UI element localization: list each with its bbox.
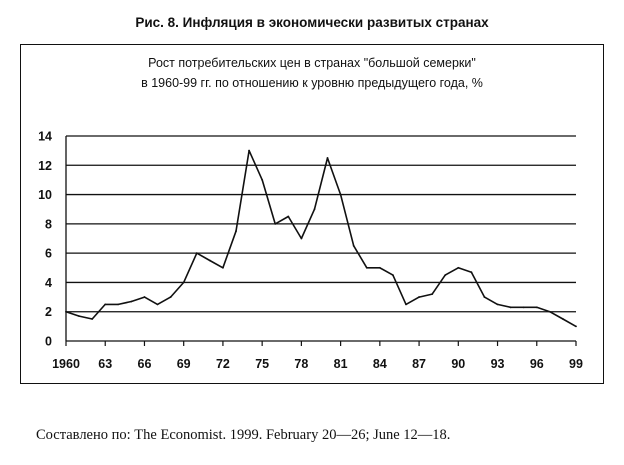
- x-tick-label: 81: [333, 357, 348, 371]
- data-point-1975: [261, 179, 263, 181]
- y-tick-label: 6: [45, 246, 52, 261]
- data-point-1978: [300, 238, 302, 240]
- data-point-1965: [130, 301, 132, 303]
- data-point-1988: [431, 293, 433, 295]
- y-tick-label: 12: [38, 158, 52, 173]
- figure-title: Рис. 8. Инфляция в экономически развитых странах: [135, 15, 489, 30]
- data-point-1972: [222, 267, 224, 269]
- data-point-1968: [170, 296, 172, 298]
- data-point-1995: [523, 306, 525, 308]
- data-point-1976: [274, 223, 276, 225]
- data-point-1992: [484, 296, 486, 298]
- data-point-1977: [287, 216, 289, 218]
- x-tick-label: 96: [529, 357, 544, 371]
- x-tick-label: 87: [412, 357, 427, 371]
- data-point-1966: [144, 296, 146, 298]
- series-line-1: [66, 151, 576, 327]
- x-tick-label: 78: [294, 357, 309, 371]
- data-point-1987: [418, 296, 420, 298]
- data-point-1990: [457, 267, 459, 269]
- x-tick-label: 84: [372, 357, 387, 371]
- chart-frame: [20, 44, 604, 384]
- data-point-1971: [209, 260, 211, 262]
- y-tick-label: 10: [38, 188, 52, 203]
- data-point-1962: [91, 318, 93, 320]
- line-chart: [21, 45, 605, 385]
- data-point-1973: [235, 230, 237, 232]
- data-point-1991: [470, 271, 472, 273]
- data-point-1983: [366, 267, 368, 269]
- data-point-1961: [78, 315, 80, 317]
- data-point-1974: [248, 150, 250, 152]
- x-tick-label: 69: [176, 357, 191, 371]
- x-tick-label: 99: [569, 357, 583, 371]
- y-tick-label: 0: [45, 334, 52, 349]
- data-point-1998: [562, 318, 564, 320]
- source-note: Составлено по: The Economist. 1999. February 20—26; June 12—18.: [36, 427, 451, 443]
- data-point-1986: [405, 303, 407, 305]
- data-point-1985: [392, 274, 394, 276]
- x-tick-label: 90: [451, 357, 466, 371]
- x-tick-label: 75: [255, 357, 270, 371]
- data-point-1994: [510, 306, 512, 308]
- data-point-1984: [379, 267, 381, 269]
- y-tick-label: 4: [45, 275, 52, 290]
- data-point-1981: [340, 194, 342, 196]
- y-tick-label: 14: [38, 129, 52, 144]
- data-point-1999: [575, 325, 577, 327]
- y-tick-label: 8: [45, 217, 52, 232]
- data-point-1980: [327, 157, 329, 159]
- data-point-1970: [196, 252, 198, 254]
- x-tick-label: 93: [490, 357, 505, 371]
- data-point-1997: [549, 311, 551, 313]
- data-point-1960: [65, 311, 67, 313]
- data-point-1993: [497, 303, 499, 305]
- data-point-1989: [444, 274, 446, 276]
- chart-title-line-2: в 1960-99 гг. по отношению к уровню предыдущего года, %: [141, 76, 483, 90]
- x-tick-label: 1960: [52, 357, 80, 371]
- x-tick-label: 66: [137, 357, 152, 371]
- data-point-1963: [104, 303, 106, 305]
- data-point-1969: [183, 282, 185, 284]
- data-point-1979: [314, 208, 316, 210]
- data-point-1982: [353, 245, 355, 247]
- data-point-1964: [117, 303, 119, 305]
- y-tick-label: 2: [45, 305, 52, 320]
- data-point-1967: [157, 303, 159, 305]
- x-tick-label: 63: [98, 357, 113, 371]
- data-point-1996: [536, 306, 538, 308]
- x-tick-label: 72: [215, 357, 230, 371]
- chart-title-line-1: Рост потребительских цен в странах "большой семерки": [148, 56, 476, 70]
